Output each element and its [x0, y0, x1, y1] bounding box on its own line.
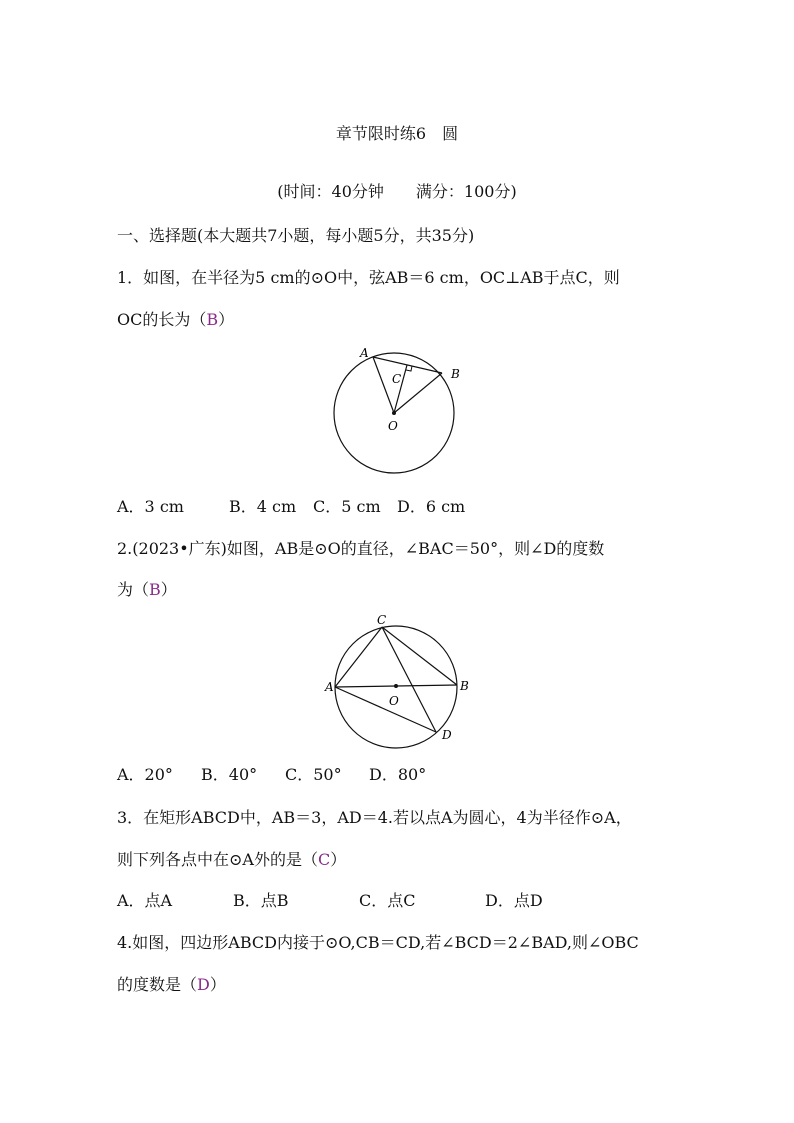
q2-label-o: O [389, 694, 399, 708]
q2-figure [320, 612, 475, 752]
q1-figure [330, 342, 460, 482]
q2-label-c: C [377, 613, 387, 627]
q2-option-b: B．40° [201, 765, 258, 784]
q1-label-a: A [360, 346, 369, 360]
q3-option-a: A．点A [117, 891, 173, 910]
q4-stem-end: 的度数是（ [117, 975, 198, 994]
q1-text-line1: 1．如图，在半径为5 cm的⊙O中，弦AB＝6 cm，OC⊥AB于点C，则 [117, 268, 620, 287]
q3-close-paren: ） [330, 850, 347, 869]
q1-option-a: A．3 cm [117, 497, 184, 516]
q2-option-a: A．20° [117, 765, 173, 784]
q1-option-b: B．4 cm [229, 497, 297, 516]
q2-option-c: C．50° [285, 765, 342, 784]
q2-chord-ad [335, 687, 436, 732]
q1-answer: B [206, 310, 219, 329]
q1-radius-ob [394, 373, 442, 413]
q2-answer: B [149, 580, 161, 599]
q4-close-paren: ） [209, 975, 226, 994]
q2-label-a: A [325, 680, 334, 694]
q2-chord-cd [382, 627, 436, 732]
q2-label-b: B [460, 679, 469, 693]
q2-chord-cb [382, 627, 457, 685]
q1-center-dot [392, 411, 396, 415]
q4-text-line2 [117, 975, 226, 995]
page-title: 章节限时练6 圆 [335, 124, 459, 143]
q1-radius-oa [373, 357, 394, 413]
q4-answer: D [197, 975, 210, 994]
q3-answer: C [317, 850, 331, 869]
q3-text-line1: 3．在矩形ABCD中，AB＝3，AD＝4.若以点A为圆心，4为半径作⊙A， [117, 808, 632, 827]
q1-close-paren: ） [218, 310, 235, 329]
q3-text-line2 [117, 850, 346, 870]
q2-option-d: D．80° [369, 765, 427, 784]
q1-label-c: C [392, 372, 402, 386]
page-subtitle: (时间：40分钟 满分：100分) [277, 182, 517, 201]
q2-stem-end: 为（ [117, 580, 150, 599]
q2-text-line2 [117, 580, 177, 600]
q4-text-line1: 4.如图，四边形ABCD内接于⊙O,CB＝CD,若∠BCD＝2∠BAD,则∠OBC [117, 933, 639, 952]
q3-option-b: B．点B [233, 891, 289, 910]
q1-option-c: C．5 cm [313, 497, 381, 516]
q2-close-paren: ） [160, 580, 177, 599]
section-heading: 一、选择题(本大题共7小题，每小题5分，共35分) [117, 226, 475, 245]
q1-label-b: B [451, 367, 460, 381]
q2-label-d: D [442, 728, 452, 742]
q1-stem-end: OC的长为（ [117, 310, 207, 329]
q1-option-d: D．6 cm [397, 497, 466, 516]
q1-text-line2 [117, 310, 234, 330]
q3-option-d: D．点D [485, 891, 543, 910]
q3-stem-end: 则下列各点中在⊙A外的是（ [117, 850, 318, 869]
q2-chord-ac [335, 627, 382, 687]
q2-text-line1: 2.(2023•广东)如图，AB是⊙O的直径，∠BAC＝50°，则∠D的度数 [117, 539, 605, 558]
q3-option-c: C．点C [359, 891, 416, 910]
q1-label-o: O [388, 419, 398, 433]
q2-center-dot [394, 684, 398, 688]
